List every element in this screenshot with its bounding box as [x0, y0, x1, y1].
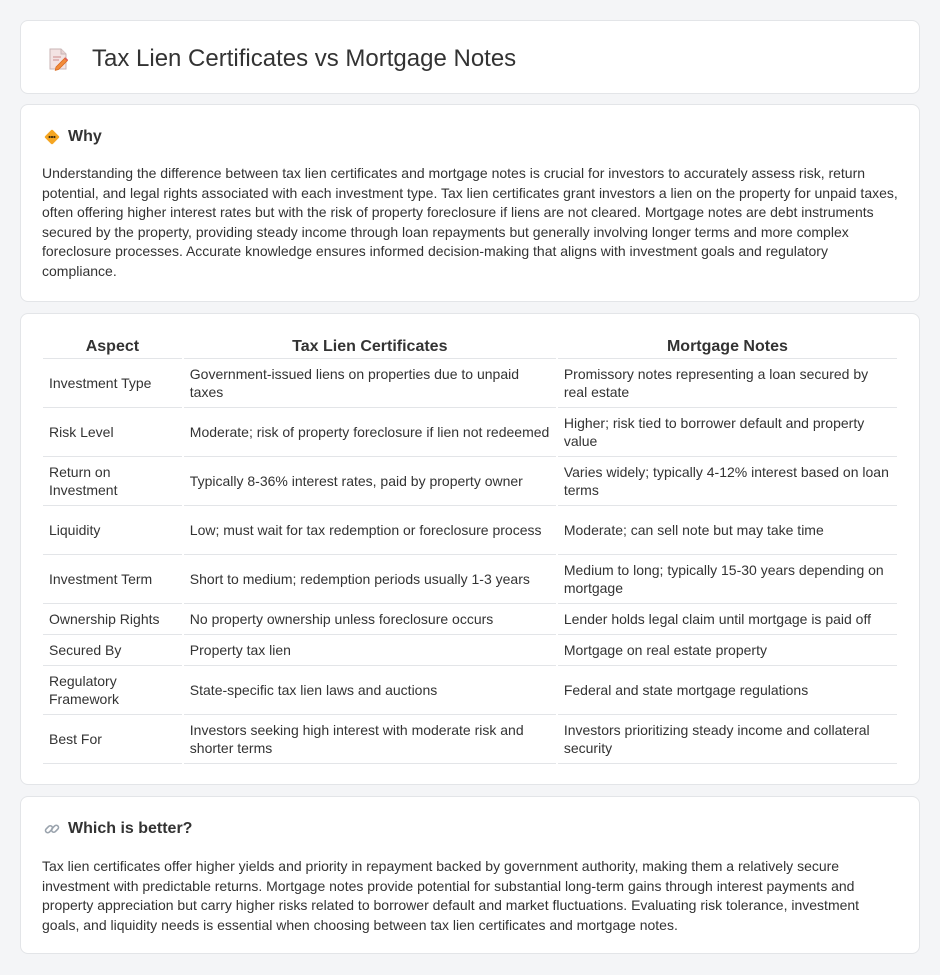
document-edit-icon — [47, 47, 69, 71]
better-text: Tax lien certificates offer higher yields and priority in repayment backed by government authority, making them a relatively secure investment with predictable returns. Mortgage notes provide potential for substantial long-term gains through interest payments and property appreciation but carry higher risks related to borrower default and market fluctuations. Evaluating risk tolerance, investment goals, and liquidity needs is essential when choosing between tax lien certificates and mortgage notes. — [42, 858, 860, 933]
why-heading: Why — [68, 128, 102, 145]
warning-diamond-icon — [43, 128, 61, 146]
mortgage-cell: Investors prioritizing steady income and collateral security — [558, 715, 897, 764]
mortgage-cell: Promissory notes representing a loan secured by real estate — [558, 359, 897, 408]
why-heading-row — [43, 127, 102, 147]
tax-lien-cell: Government-issued liens on properties due to unpaid taxes — [184, 359, 556, 408]
table-row — [43, 359, 897, 408]
table-header-row — [43, 333, 897, 359]
aspect-cell: Regulatory Framework — [43, 666, 182, 715]
table-row — [43, 666, 897, 715]
tax-lien-cell: Property tax lien — [184, 635, 556, 666]
mortgage-cell: Moderate; can sell note but may take time — [558, 506, 897, 555]
better-heading-row — [43, 819, 192, 839]
table-row — [43, 604, 897, 635]
header-tax-lien: Tax Lien Certificates — [184, 333, 556, 359]
tax-lien-cell: Moderate; risk of property foreclosure if lien not redeemed — [184, 408, 556, 457]
mortgage-cell: Medium to long; typically 15-30 years depending on mortgage — [558, 555, 897, 604]
aspect-cell: Secured By — [43, 635, 182, 666]
table-row — [43, 715, 897, 764]
header-aspect: Aspect — [43, 333, 182, 359]
aspect-cell: Liquidity — [43, 506, 182, 555]
tax-lien-cell: No property ownership unless foreclosure occurs — [184, 604, 556, 635]
better-heading: Which is better? — [68, 820, 193, 837]
mortgage-cell: Higher; risk tied to borrower default and property value — [558, 408, 897, 457]
which-is-better-section — [20, 796, 920, 954]
mortgage-cell: Varies widely; typically 4-12% interest based on loan terms — [558, 457, 897, 506]
aspect-cell: Investment Term — [43, 555, 182, 604]
aspect-cell: Ownership Rights — [43, 604, 182, 635]
tax-lien-cell: State-specific tax lien laws and auctions — [184, 666, 556, 715]
tax-lien-cell: Typically 8-36% interest rates, paid by property owner — [184, 457, 556, 506]
table-row — [43, 506, 897, 555]
why-text: Understanding the difference between tax lien certificates and mortgage notes is crucial for investors to accurately assess risk, return potential, and legal rights associated with each investment type. Tax lien certificates grant investors a lien on the property for unpaid taxes, often offering higher interest rates but with the risk of property foreclosure if liens are not cleared. Mortgage notes are debt instruments secured by the property, providing steady income through loan repayments but generally involving longer terms and more complex foreclosure processes. Accurate knowledge ensures informed decision-making that aligns with investment goals and regulatory compliance. — [42, 165, 898, 279]
title-card — [20, 20, 920, 94]
link-icon — [43, 820, 61, 838]
comparison-table — [41, 333, 899, 764]
table-row — [43, 555, 897, 604]
table-row — [43, 635, 897, 666]
page-title: Tax Lien Certificates vs Mortgage Notes — [92, 45, 517, 72]
tax-lien-cell: Investors seeking high interest with moderate risk and shorter terms — [184, 715, 556, 764]
mortgage-cell: Lender holds legal claim until mortgage is paid off — [558, 604, 897, 635]
header-mortgage-notes: Mortgage Notes — [558, 333, 897, 359]
aspect-cell: Return on Investment — [43, 457, 182, 506]
tax-lien-cell: Short to medium; redemption periods usually 1-3 years — [184, 555, 556, 604]
mortgage-cell: Federal and state mortgage regulations — [558, 666, 897, 715]
comparison-table-card — [20, 313, 920, 785]
tax-lien-cell: Low; must wait for tax redemption or foreclosure process — [184, 506, 556, 555]
table-row — [43, 408, 897, 457]
aspect-cell: Investment Type — [43, 359, 182, 408]
table-row — [43, 457, 897, 506]
mortgage-cell: Mortgage on real estate property — [558, 635, 897, 666]
why-section — [20, 104, 920, 302]
aspect-cell: Best For — [43, 715, 182, 764]
aspect-cell: Risk Level — [43, 408, 182, 457]
